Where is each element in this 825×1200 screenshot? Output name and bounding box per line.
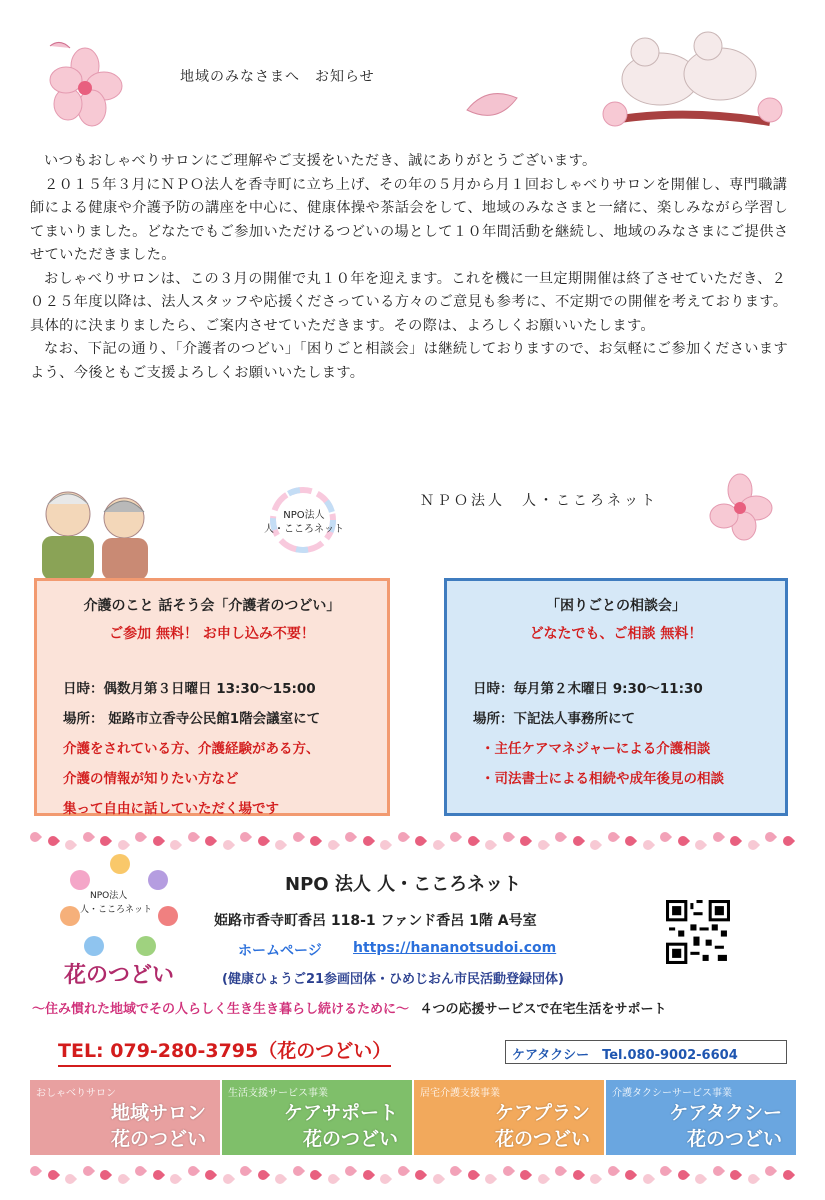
petal-icon: [395, 1164, 409, 1178]
petal-icon: [378, 838, 392, 852]
paragraph: いつもおしゃべりサロンにご理解やご支援をいただき、誠にありがとうございます。: [44, 153, 597, 169]
petal-icon: [483, 838, 497, 852]
petal-icon: [395, 830, 409, 844]
petal-icon: [693, 838, 707, 852]
box-subtitle: ご参加 無料！ お申し込み不要！: [109, 626, 315, 642]
petal-icon: [115, 1172, 129, 1186]
tagline-pink: 〜住み慣れた地域でその人らしく生き生き暮らし続けるために〜: [32, 1002, 410, 1017]
petal-icon: [133, 830, 147, 844]
petal-icon: [255, 1168, 269, 1182]
petal-icon: [360, 834, 374, 848]
card-category: 介護タクシーサービス事業: [612, 1088, 732, 1099]
petal-icon: [413, 1168, 427, 1182]
petal-icon: [465, 1168, 479, 1182]
petal-icon: [28, 1164, 42, 1178]
box-note: 介護をされている方、介護経験がある方、: [63, 741, 320, 757]
petal-icon: [448, 830, 462, 844]
npo-logo: [258, 480, 348, 560]
petal-icon: [710, 1164, 724, 1178]
petal-icon: [745, 1172, 759, 1186]
petal-icon: [220, 838, 234, 852]
paragraph: なお、下記の通り、「介護者のつどい」「困りごと相談会」は継続しておりますので、お気軽にご参加くださいますよう、今後ともご支援よろしくお願いいたします。: [30, 341, 789, 381]
caregiver-meeting-box: [34, 578, 390, 816]
petal-border: [30, 1166, 800, 1184]
petal-icon: [693, 1172, 707, 1186]
card-brand: 花のつどい: [110, 1128, 206, 1150]
petal-icon: [430, 838, 444, 852]
tagline-support: ４つの応援サービスで在宅生活をサポート: [419, 1002, 667, 1017]
box-place: 場所：下記法人事務所にて: [473, 711, 635, 727]
petal-icon: [500, 830, 514, 844]
petal-icon: [623, 1168, 637, 1182]
paragraph: ２０１５年３月にＮＰＯ法人を香寺町に立ち上げ、その年の５月から月１回おしゃべりサロンを開催し、専門職講師による健康や介護予防の講座を中心に、健康体操や茶話会をして、地域のみなさまと一緒に、楽しみながら学習してまいりました。どなたでもご参加いただけるつどいの場として１０年間活動を継続し、地域のみなさまにご提供させていただきました。: [30, 176, 789, 263]
petal-icon: [98, 834, 112, 848]
cherry-blossom-icon: [700, 460, 780, 550]
petal-icon: [150, 834, 164, 848]
petal-icon: [448, 1164, 462, 1178]
body-text: [30, 150, 800, 385]
petal-icon: [535, 838, 549, 852]
card-title: ケアプラン: [494, 1102, 590, 1124]
petal-icon: [185, 830, 199, 844]
logo-org-line-1: NPO法人: [90, 891, 128, 901]
box-title: 介護のこと 話そう会「介護者のつどい」: [83, 598, 341, 614]
cherry-blossom-illustration: [30, 28, 140, 138]
footer-address: 姫路市香寺町香呂 118-1 ファンド香呂 1階 A号室: [214, 913, 537, 929]
petal-icon: [290, 830, 304, 844]
consultation-box: [444, 578, 788, 816]
petal-icon: [63, 1172, 77, 1186]
footer-groups: (健康ひょうご21参画団体・ひめじおん市民活動登録団体): [222, 972, 564, 987]
petal-icon: [308, 834, 322, 848]
petal-icon: [80, 830, 94, 844]
box-title: 「困りごとの相談会」: [546, 598, 686, 614]
petal-icon: [658, 1164, 672, 1178]
petal-icon: [430, 1172, 444, 1186]
petal-icon: [658, 830, 672, 844]
petal-icon: [45, 1168, 59, 1182]
petal-icon: [325, 1172, 339, 1186]
card-category: おしゃべりサロン: [36, 1088, 116, 1099]
petal-icon: [500, 1164, 514, 1178]
petal-icon: [220, 1172, 234, 1186]
paragraph: おしゃべりサロンは、この３月の開催で丸１０年を迎えます。これを機に一旦定期開催は終了させていただき、２０２５年度以降は、法人スタッフや応援くださっている方々のご意見も参考に、不定期での開催を考えております。具体的に決まりましたら、ご案内させていただきます。その際は、よろしくお願いいたします。: [30, 270, 788, 334]
logo-line-1: NPO法人: [283, 510, 325, 521]
petal-icon: [640, 1172, 654, 1186]
petal-icon: [273, 838, 287, 852]
petal-icon: [185, 1164, 199, 1178]
petal-icon: [98, 1168, 112, 1182]
petal-icon: [518, 1168, 532, 1182]
box-note: 集って自由に話していただく場です: [63, 801, 279, 817]
petal-icon: [605, 830, 619, 844]
petal-icon: [553, 830, 567, 844]
card-brand: 花のつどい: [686, 1128, 782, 1150]
petal-icon: [675, 834, 689, 848]
service-card-care-support[interactable]: [222, 1080, 412, 1155]
petal-icon: [728, 834, 742, 848]
petal-icon: [80, 1164, 94, 1178]
petal-icon: [763, 830, 777, 844]
box-place: 場所： 姫路市立香寺公民館1階会議室にて: [63, 711, 321, 727]
petal-icon: [203, 1168, 217, 1182]
petal-icon: [28, 830, 42, 844]
box-date: 日時：毎月第２木曜日 9:30〜11:30: [473, 681, 703, 697]
box-note: ・主任ケアマネジャーによる介護相談: [481, 741, 711, 757]
card-title: 地域サロン: [110, 1102, 206, 1124]
qr-code-icon: [666, 900, 730, 964]
card-title: ケアタクシー: [669, 1102, 782, 1124]
org-name: ＮＰＯ法人 人・こころネット: [420, 493, 658, 509]
petal-icon: [360, 1168, 374, 1182]
elderly-couple-illustration: [24, 484, 154, 580]
box-note: ・司法書士による相続や成年後見の相談: [481, 771, 724, 787]
petal-icon: [483, 1172, 497, 1186]
greeting-heading: 地域のみなさまへ お知らせ: [180, 69, 375, 85]
logo-name: 花のつどい: [64, 962, 175, 988]
petal-icon: [588, 838, 602, 852]
petal-icon: [710, 830, 724, 844]
petal-icon: [745, 838, 759, 852]
petal-icon: [763, 1164, 777, 1178]
card-category: 居宅介護支援事業: [420, 1088, 500, 1099]
petal-icon: [570, 834, 584, 848]
care-taxi-phone[interactable]: ケアタクシー Tel.080-9002-6604: [505, 1040, 787, 1064]
petal-icon: [675, 1168, 689, 1182]
petal-icon: [518, 834, 532, 848]
petal-icon: [290, 1164, 304, 1178]
petal-icon: [308, 1168, 322, 1182]
petal-icon: [588, 1172, 602, 1186]
petal-icon: [255, 834, 269, 848]
petal-border: [30, 832, 800, 850]
petal-icon: [378, 1172, 392, 1186]
petal-icon: [465, 834, 479, 848]
petal-icon: [780, 1168, 794, 1182]
card-brand: 花のつどい: [302, 1128, 398, 1150]
petal-icon: [150, 1168, 164, 1182]
service-card-care-taxi[interactable]: [606, 1080, 796, 1155]
box-date: 日時：偶数月第３日曜日 13:30〜15:00: [63, 681, 316, 697]
petal-icon: [570, 1168, 584, 1182]
petal-icon: [273, 1172, 287, 1186]
box-subtitle: どなたでも、ご相談 無料！: [529, 626, 703, 642]
doves-illustration: [590, 14, 790, 144]
petal-icon: [413, 834, 427, 848]
petal-icon: [45, 834, 59, 848]
logo-org-line-2: 人・こころネット: [80, 905, 153, 915]
petal-icon: [343, 1164, 357, 1178]
petal-icon: [623, 834, 637, 848]
petal-icon: [535, 1172, 549, 1186]
card-title: ケアサポート: [283, 1102, 398, 1124]
homepage-label: ホームページ: [238, 943, 322, 959]
falling-petal-icon: [462, 80, 522, 130]
petal-icon: [343, 830, 357, 844]
card-category: 生活支援サービス事業: [228, 1088, 328, 1099]
petal-icon: [325, 838, 339, 852]
homepage-link[interactable]: https://hananotsudoi.com: [353, 940, 557, 956]
petal-icon: [168, 1172, 182, 1186]
card-brand: 花のつどい: [494, 1128, 590, 1150]
petal-icon: [728, 1168, 742, 1182]
service-card-salon[interactable]: [30, 1080, 220, 1155]
petal-icon: [203, 834, 217, 848]
service-card-care-plan[interactable]: [414, 1080, 604, 1155]
petal-icon: [238, 830, 252, 844]
petal-icon: [780, 834, 794, 848]
petal-icon: [640, 838, 654, 852]
box-note: 介護の情報が知りたい方など: [63, 771, 239, 787]
tagline: [32, 998, 667, 1017]
petal-icon: [553, 1164, 567, 1178]
petal-icon: [605, 1164, 619, 1178]
petal-icon: [133, 1164, 147, 1178]
telephone-number[interactable]: TEL: 079-280-3795（花のつどい）: [58, 1036, 391, 1067]
footer-org-title: NPO 法人 人・こころネット: [285, 874, 522, 895]
logo-line-2: 人・こころネット: [264, 524, 344, 535]
petal-icon: [238, 1164, 252, 1178]
